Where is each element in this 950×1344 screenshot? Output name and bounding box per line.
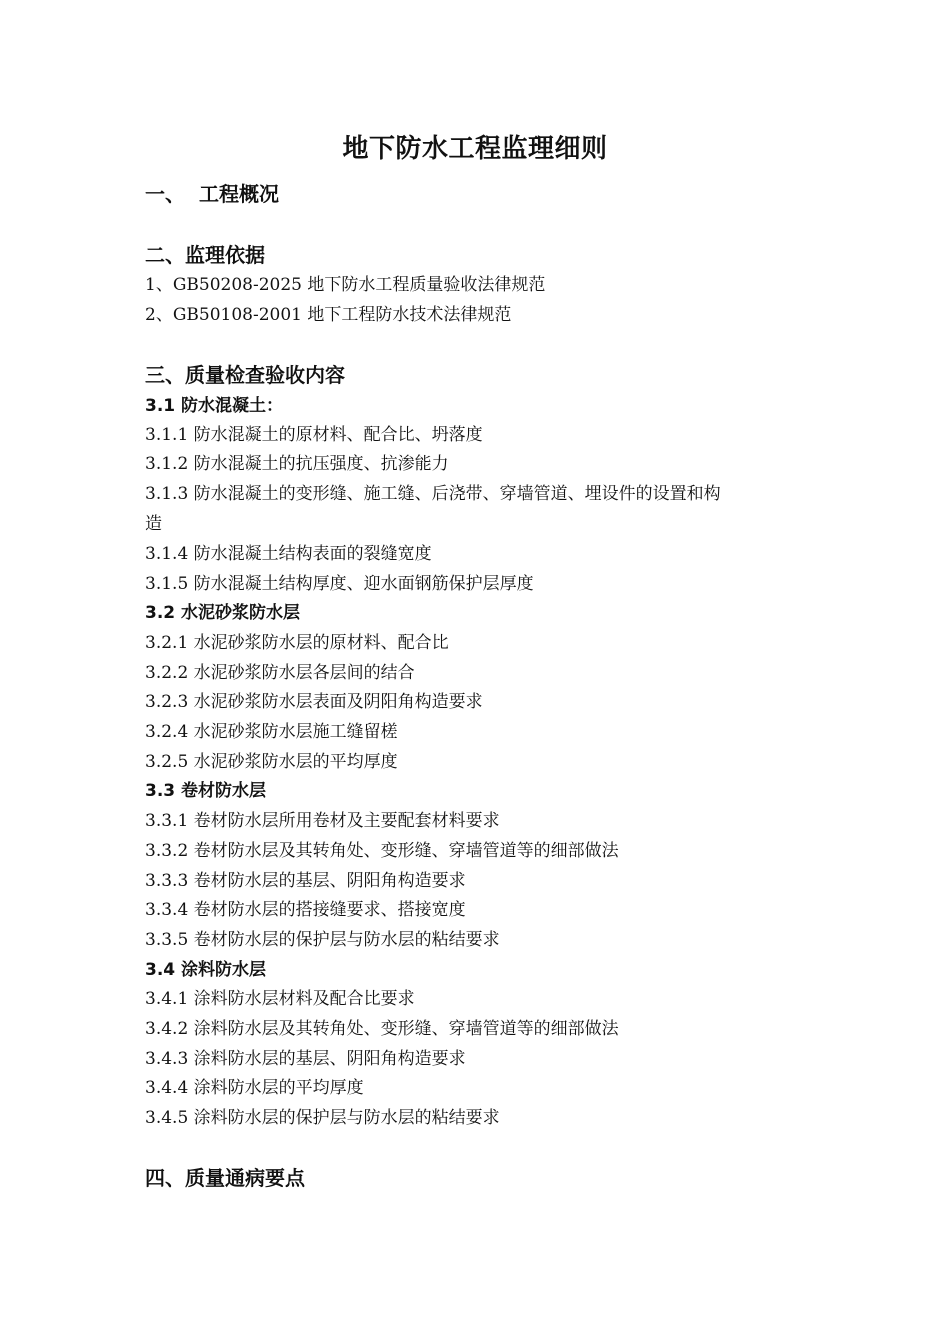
check-item: 3.1.5 防水混凝土结构厚度、迎水面钢筋保护层厚度 (145, 574, 534, 594)
subsection-3-2-heading: 3.2 水泥砂浆防水层 (145, 603, 301, 623)
check-item: 3.1.4 防水混凝土结构表面的裂缝宽度 (145, 544, 432, 564)
check-item: 3.3.1 卷材防水层所用卷材及主要配套材料要求 (145, 811, 500, 831)
subsection-3-4-heading: 3.4 涂料防水层 (145, 960, 267, 980)
check-item: 3.4.2 涂料防水层及其转角处、变形缝、穿墙管道等的细部做法 (145, 1019, 619, 1039)
section-2-heading: 二、监理依据 (145, 243, 265, 267)
section-3-heading: 三、质量检查验收内容 (145, 363, 345, 387)
check-item: 3.1.1 防水混凝土的原材料、配合比、坍落度 (145, 425, 483, 445)
check-item: 3.4.3 涂料防水层的基层、阴阳角构造要求 (145, 1049, 466, 1069)
check-item-continuation: 造 (145, 514, 162, 534)
check-item: 3.2.4 水泥砂浆防水层施工缝留槎 (145, 722, 398, 742)
check-item: 3.2.5 水泥砂浆防水层的平均厚度 (145, 752, 398, 772)
section-1-title: 工程概况 (199, 182, 279, 206)
section-1-heading (145, 180, 279, 208)
basis-item: 2、GB50108-2001 地下工程防水技术法律规范 (145, 305, 512, 325)
section-4-heading: 四、质量通病要点 (145, 1166, 305, 1190)
check-item: 3.4.4 涂料防水层的平均厚度 (145, 1078, 364, 1098)
check-item: 3.1.2 防水混凝土的抗压强度、抗渗能力 (145, 454, 449, 474)
basis-item: 1、GB50208-2025 地下防水工程质量验收法律规范 (145, 275, 546, 295)
check-item: 3.3.5 卷材防水层的保护层与防水层的粘结要求 (145, 930, 500, 950)
check-item: 3.2.2 水泥砂浆防水层各层间的结合 (145, 663, 415, 683)
subsection-3-1-heading: 3.1 防水混凝土： (145, 396, 284, 416)
check-item: 3.2.1 水泥砂浆防水层的原材料、配合比 (145, 633, 449, 653)
check-item: 3.4.1 涂料防水层材料及配合比要求 (145, 989, 415, 1009)
check-item: 3.3.2 卷材防水层及其转角处、变形缝、穿墙管道等的细部做法 (145, 841, 619, 861)
check-item: 3.4.5 涂料防水层的保护层与防水层的粘结要求 (145, 1108, 500, 1128)
document-title: 地下防水工程监理细则 (342, 134, 608, 164)
subsection-3-3-heading: 3.3 卷材防水层 (145, 781, 267, 801)
check-item: 3.3.3 卷材防水层的基层、阴阳角构造要求 (145, 871, 466, 891)
check-item: 3.2.3 水泥砂浆防水层表面及阴阳角构造要求 (145, 692, 483, 712)
section-1-number: 一、 (145, 182, 185, 206)
check-item: 3.3.4 卷材防水层的搭接缝要求、搭接宽度 (145, 900, 466, 920)
check-item: 3.1.3 防水混凝土的变形缝、施工缝、后浇带、穿墙管道、埋设件的设置和构 (145, 484, 721, 504)
